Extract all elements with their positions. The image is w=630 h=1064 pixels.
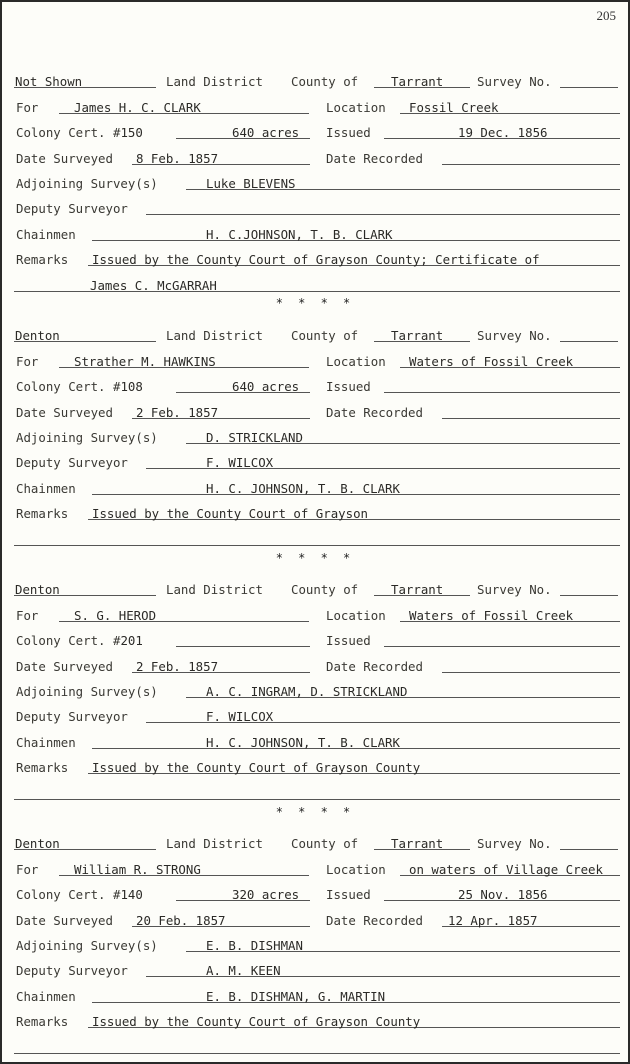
colony-cert-number: 140 — [120, 887, 143, 903]
for-row — [14, 346, 620, 371]
land-district-value: Denton — [15, 582, 60, 598]
survey-no-underline — [560, 341, 618, 342]
district-row — [14, 575, 620, 600]
remarks-row — [14, 499, 620, 524]
chainmen-row — [14, 219, 620, 244]
colony-cert-number: 201 — [120, 633, 143, 649]
deputy-surveyor-value: A. M. KEEN — [206, 963, 281, 979]
remarks-continuation-row — [14, 1032, 620, 1057]
land-district-label: Land District — [166, 836, 263, 852]
adjoining-row — [14, 677, 620, 702]
adjoining-value: D. STRICKLAND — [206, 429, 303, 445]
deputy-surveyor-label: Deputy Surveyor — [16, 201, 128, 217]
deputy-surveyor-value: F. WILCOX — [206, 709, 274, 725]
grantee-name: James H. C. CLARK — [74, 99, 201, 115]
remarks-continuation-row — [14, 270, 620, 295]
remarks-label: Remarks — [16, 1014, 69, 1030]
adjoining-label: Adjoining Survey(s) — [16, 429, 158, 445]
date-recorded-label: Date Recorded — [326, 912, 423, 928]
date-recorded-label: Date Recorded — [326, 658, 423, 674]
survey-no-label: Survey No. — [477, 582, 552, 598]
date-surveyed-label: Date Surveyed — [16, 404, 113, 420]
date-surveyed-value: 2 Feb. 1857 — [136, 658, 219, 674]
adjoining-row — [14, 423, 620, 448]
land-district-label: Land District — [166, 582, 263, 598]
chainmen-label: Chainmen — [16, 734, 76, 750]
survey-no-label: Survey No. — [477, 328, 552, 344]
record-separator: * * * * — [275, 805, 355, 819]
chainmen-label: Chainmen — [16, 988, 76, 1004]
adjoining-value: E. B. DISHMAN — [206, 937, 303, 953]
date-recorded-underline — [442, 672, 620, 673]
colony-cert-label — [16, 888, 143, 902]
remarks-continuation-row — [14, 524, 620, 549]
record-separator: * * * * — [275, 551, 355, 565]
for-label: For — [16, 607, 39, 623]
chainmen-label: Chainmen — [16, 480, 76, 496]
remarks-value: Issued by the County Court of Grayson County — [92, 760, 421, 776]
remarks-row — [14, 245, 620, 270]
date-surveyed-row — [14, 651, 620, 676]
survey-record — [14, 575, 620, 804]
issued-underline — [384, 392, 620, 393]
deputy-surveyor-label: Deputy Surveyor — [16, 455, 128, 471]
for-label: For — [16, 99, 39, 115]
deputy-row — [14, 956, 620, 981]
county-value: Tarrant — [391, 582, 444, 598]
record-separator: * * * * — [275, 296, 355, 310]
colony-cert-label-text: Colony Cert. # — [16, 125, 121, 141]
issued-date: 19 Dec. 1856 — [458, 125, 548, 141]
remarks-label: Remarks — [16, 252, 69, 268]
date-recorded-value: 12 Apr. 1857 — [448, 912, 538, 928]
acres-value: 640 acres — [232, 125, 300, 141]
issued-date: 25 Nov. 1856 — [458, 887, 548, 903]
county-value: Tarrant — [391, 328, 444, 344]
chainmen-row — [14, 981, 620, 1006]
colony-cert-label — [16, 126, 143, 140]
survey-no-underline — [560, 87, 618, 88]
date-surveyed-label: Date Surveyed — [16, 912, 113, 928]
date-surveyed-row — [14, 397, 620, 422]
issued-label: Issued — [326, 887, 371, 903]
adjoining-row — [14, 931, 620, 956]
deputy-row — [14, 194, 620, 219]
adjoining-row — [14, 169, 620, 194]
date-surveyed-value: 2 Feb. 1857 — [136, 404, 219, 420]
date-recorded-label: Date Recorded — [326, 150, 423, 166]
adjoining-label: Adjoining Survey(s) — [16, 683, 158, 699]
land-district-value: Denton — [15, 328, 60, 344]
deputy-row — [14, 702, 620, 727]
adjoining-value: Luke BLEVENS — [206, 175, 296, 191]
survey-no-underline — [560, 595, 618, 596]
remarks-continuation-underline — [14, 1053, 620, 1054]
issued-label: Issued — [326, 633, 371, 649]
colony-cert-row — [14, 880, 620, 905]
location-label: Location — [326, 861, 386, 877]
colony-cert-label-text: Colony Cert. # — [16, 379, 121, 395]
county-of-label: County of — [291, 74, 359, 90]
remarks-continuation-row — [14, 778, 620, 803]
date-recorded-label: Date Recorded — [326, 404, 423, 420]
survey-record — [14, 829, 620, 1058]
grantee-name: S. G. HEROD — [74, 607, 157, 623]
survey-record — [14, 67, 620, 296]
county-of-label: County of — [291, 582, 359, 598]
chainmen-value: H. C. JOHNSON, T. B. CLARK — [206, 734, 400, 750]
for-row — [14, 600, 620, 625]
date-surveyed-label: Date Surveyed — [16, 150, 113, 166]
location-value: Waters of Fossil Creek — [409, 607, 574, 623]
colony-cert-row — [14, 372, 620, 397]
colony-cert-row — [14, 118, 620, 143]
issued-label: Issued — [326, 379, 371, 395]
chainmen-value: H. C.JOHNSON, T. B. CLARK — [206, 226, 393, 242]
issued-label: Issued — [326, 125, 371, 141]
for-label: For — [16, 353, 39, 369]
district-row — [14, 67, 620, 92]
county-value: Tarrant — [391, 74, 444, 90]
remarks-label: Remarks — [16, 760, 69, 776]
remarks-row — [14, 753, 620, 778]
acres-value: 320 acres — [232, 887, 300, 903]
remarks-continuation-underline — [14, 799, 620, 800]
survey-record — [14, 321, 620, 550]
colony-cert-label — [16, 634, 143, 648]
date-surveyed-row — [14, 143, 620, 168]
for-label: For — [16, 861, 39, 877]
county-value: Tarrant — [391, 836, 444, 852]
location-label: Location — [326, 607, 386, 623]
location-label: Location — [326, 353, 386, 369]
colony-cert-number: 108 — [120, 379, 143, 395]
date-recorded-underline — [442, 418, 620, 419]
for-row — [14, 92, 620, 117]
acres-value: 640 acres — [232, 379, 300, 395]
date-surveyed-value: 8 Feb. 1857 — [136, 150, 219, 166]
land-district-label: Land District — [166, 74, 263, 90]
location-label: Location — [326, 99, 386, 115]
district-row — [14, 829, 620, 854]
grantee-name: William R. STRONG — [74, 861, 201, 877]
date-recorded-underline — [442, 164, 620, 165]
date-surveyed-value: 20 Feb. 1857 — [136, 912, 226, 928]
date-surveyed-row — [14, 905, 620, 930]
deputy-surveyor-value: F. WILCOX — [206, 455, 274, 471]
deputy-underline — [146, 214, 620, 215]
land-district-value: Not Shown — [15, 74, 83, 90]
remarks-value: Issued by the County Court of Grayson County; Certificate of — [92, 252, 540, 268]
date-surveyed-label: Date Surveyed — [16, 658, 113, 674]
adjoining-value: A. C. INGRAM, D. STRICKLAND — [206, 683, 408, 699]
county-of-label: County of — [291, 836, 359, 852]
land-district-value: Denton — [15, 836, 60, 852]
deputy-surveyor-label: Deputy Surveyor — [16, 709, 128, 725]
colony-cert-row — [14, 626, 620, 651]
survey-no-underline — [560, 849, 618, 850]
county-of-label: County of — [291, 328, 359, 344]
location-value: Waters of Fossil Creek — [409, 353, 574, 369]
remarks-continuation: James C. McGARRAH — [90, 277, 217, 293]
adjoining-label: Adjoining Survey(s) — [16, 175, 158, 191]
survey-no-label: Survey No. — [477, 74, 552, 90]
deputy-surveyor-label: Deputy Surveyor — [16, 963, 128, 979]
colony-cert-label-text: Colony Cert. # — [16, 633, 121, 649]
page-number: 205 — [596, 8, 616, 23]
chainmen-row — [14, 727, 620, 752]
deputy-row — [14, 448, 620, 473]
grantee-name: Strather M. HAWKINS — [74, 353, 216, 369]
remarks-value: Issued by the County Court of Grayson — [92, 506, 369, 522]
district-row — [14, 321, 620, 346]
adjoining-label: Adjoining Survey(s) — [16, 937, 158, 953]
colony-cert-label — [16, 380, 143, 394]
remarks-value: Issued by the County Court of Grayson County — [92, 1014, 421, 1030]
chainmen-value: E. B. DISHMAN, G. MARTIN — [206, 988, 386, 1004]
location-value: on waters of Village Creek — [409, 861, 603, 877]
survey-no-label: Survey No. — [477, 836, 552, 852]
chainmen-value: H. C. JOHNSON, T. B. CLARK — [206, 480, 400, 496]
colony-cert-number: 150 — [120, 125, 143, 141]
location-value: Fossil Creek — [409, 99, 499, 115]
acres-underline — [176, 646, 310, 647]
land-district-label: Land District — [166, 328, 263, 344]
remarks-continuation-underline — [14, 545, 620, 546]
colony-cert-label-text: Colony Cert. # — [16, 887, 121, 903]
remarks-row — [14, 1007, 620, 1032]
for-row — [14, 854, 620, 879]
chainmen-label: Chainmen — [16, 226, 76, 242]
chainmen-row — [14, 473, 620, 498]
remarks-label: Remarks — [16, 506, 69, 522]
issued-underline — [384, 646, 620, 647]
